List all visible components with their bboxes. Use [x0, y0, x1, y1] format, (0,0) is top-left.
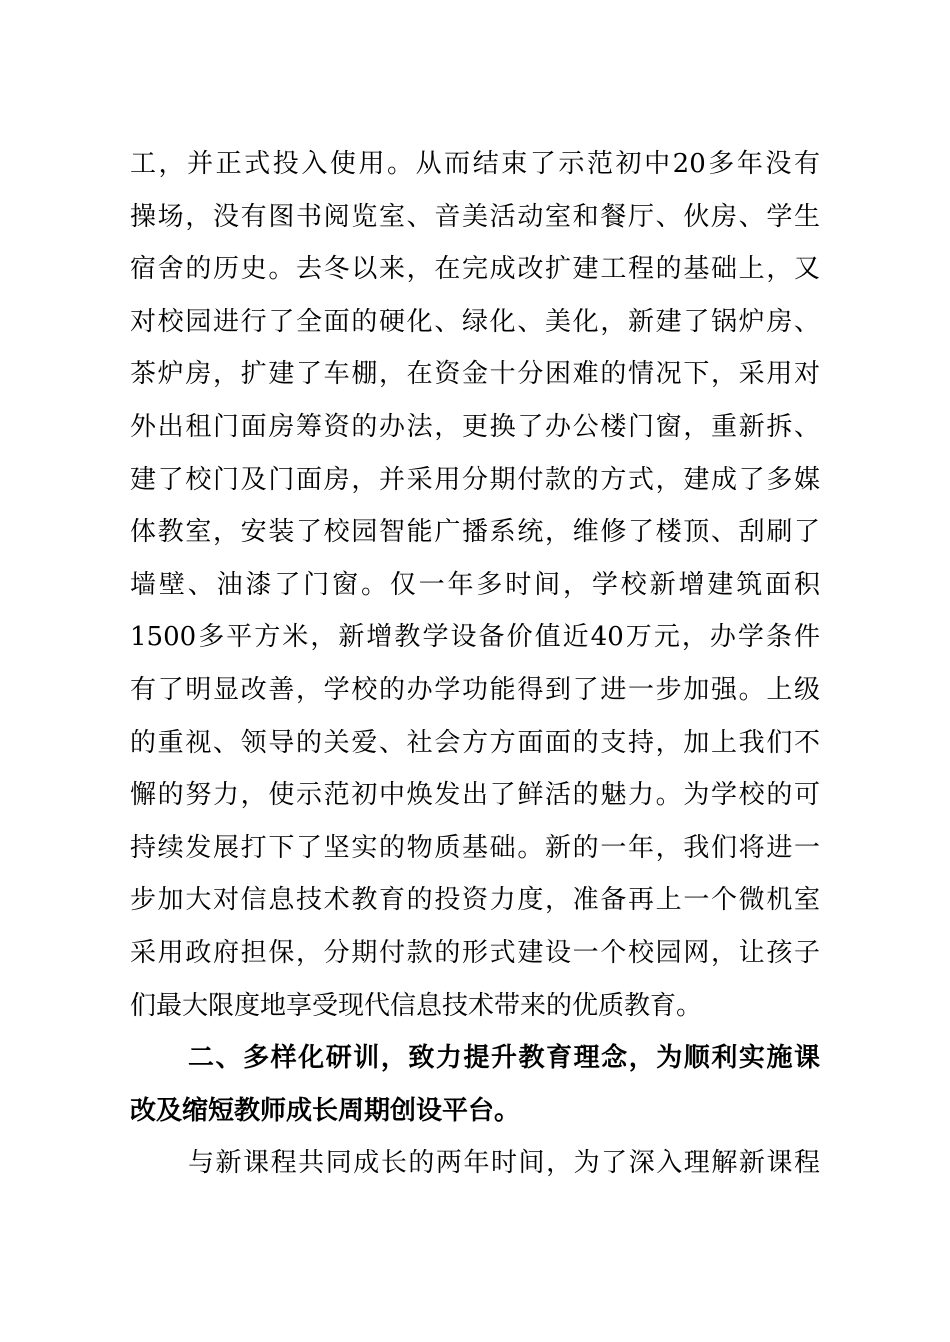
document-body — [130, 138, 820, 1190]
text-line: 操场，没有图书阅览室、音美活动室和餐厅、伙房、学生 — [130, 201, 820, 232]
text-line: 与新课程共同成长的两年时间，为了深入理解新课程 — [188, 1148, 820, 1179]
heading-line: 改及缩短教师成长周期创设平台。 — [130, 1095, 521, 1126]
paragraph-infrastructure — [130, 138, 820, 1032]
text-line: 对校园进行了全面的硬化、绿化、美化，新建了锅炉房、 — [130, 306, 820, 337]
text-line: 步加大对信息技术教育的投资力度，准备再上一个微机室 — [130, 885, 820, 916]
text-line: 有了明显改善，学校的办学功能得到了进一步加强。上级 — [130, 674, 820, 705]
text-line: 1500多平方米，新增教学设备价值近40万元，办学条件 — [130, 622, 820, 653]
text-line: 宿舍的历史。去冬以来，在完成改扩建工程的基础上，又 — [130, 254, 820, 285]
text-line: 墙壁、油漆了门窗。仅一年多时间，学校新增建筑面积 — [130, 569, 820, 600]
text-line: 们最大限度地享受现代信息技术带来的优质教育。 — [130, 990, 703, 1021]
text-line: 懈的努力，使示范初中焕发出了鲜活的魅力。为学校的可 — [130, 780, 820, 811]
text-line: 茶炉房，扩建了车棚，在资金十分困难的情况下，采用对 — [130, 359, 820, 390]
text-line: 建了校门及门面房，并采用分期付款的方式，建成了多媒 — [130, 464, 820, 495]
text-line: 采用政府担保，分期付款的形式建设一个校园网，让孩子 — [130, 937, 820, 968]
section-heading — [130, 1032, 820, 1137]
paragraph-new-curriculum — [130, 1137, 820, 1190]
text-line: 持续发展打下了坚实的物质基础。新的一年，我们将进一 — [130, 832, 820, 863]
text-line: 外出租门面房筹资的办法，更换了办公楼门窗，重新拆、 — [130, 411, 820, 442]
text-line: 的重视、领导的关爱、社会方方面面的支持，加上我们不 — [130, 727, 820, 758]
text-line: 体教室，安装了校园智能广播系统，维修了楼顶、刮刷了 — [130, 517, 820, 548]
text-line: 工，并正式投入使用。从而结束了示范初中20多年没有 — [130, 149, 820, 179]
heading-line: 二、多样化研训，致力提升教育理念，为顺利实施课 — [188, 1043, 820, 1074]
